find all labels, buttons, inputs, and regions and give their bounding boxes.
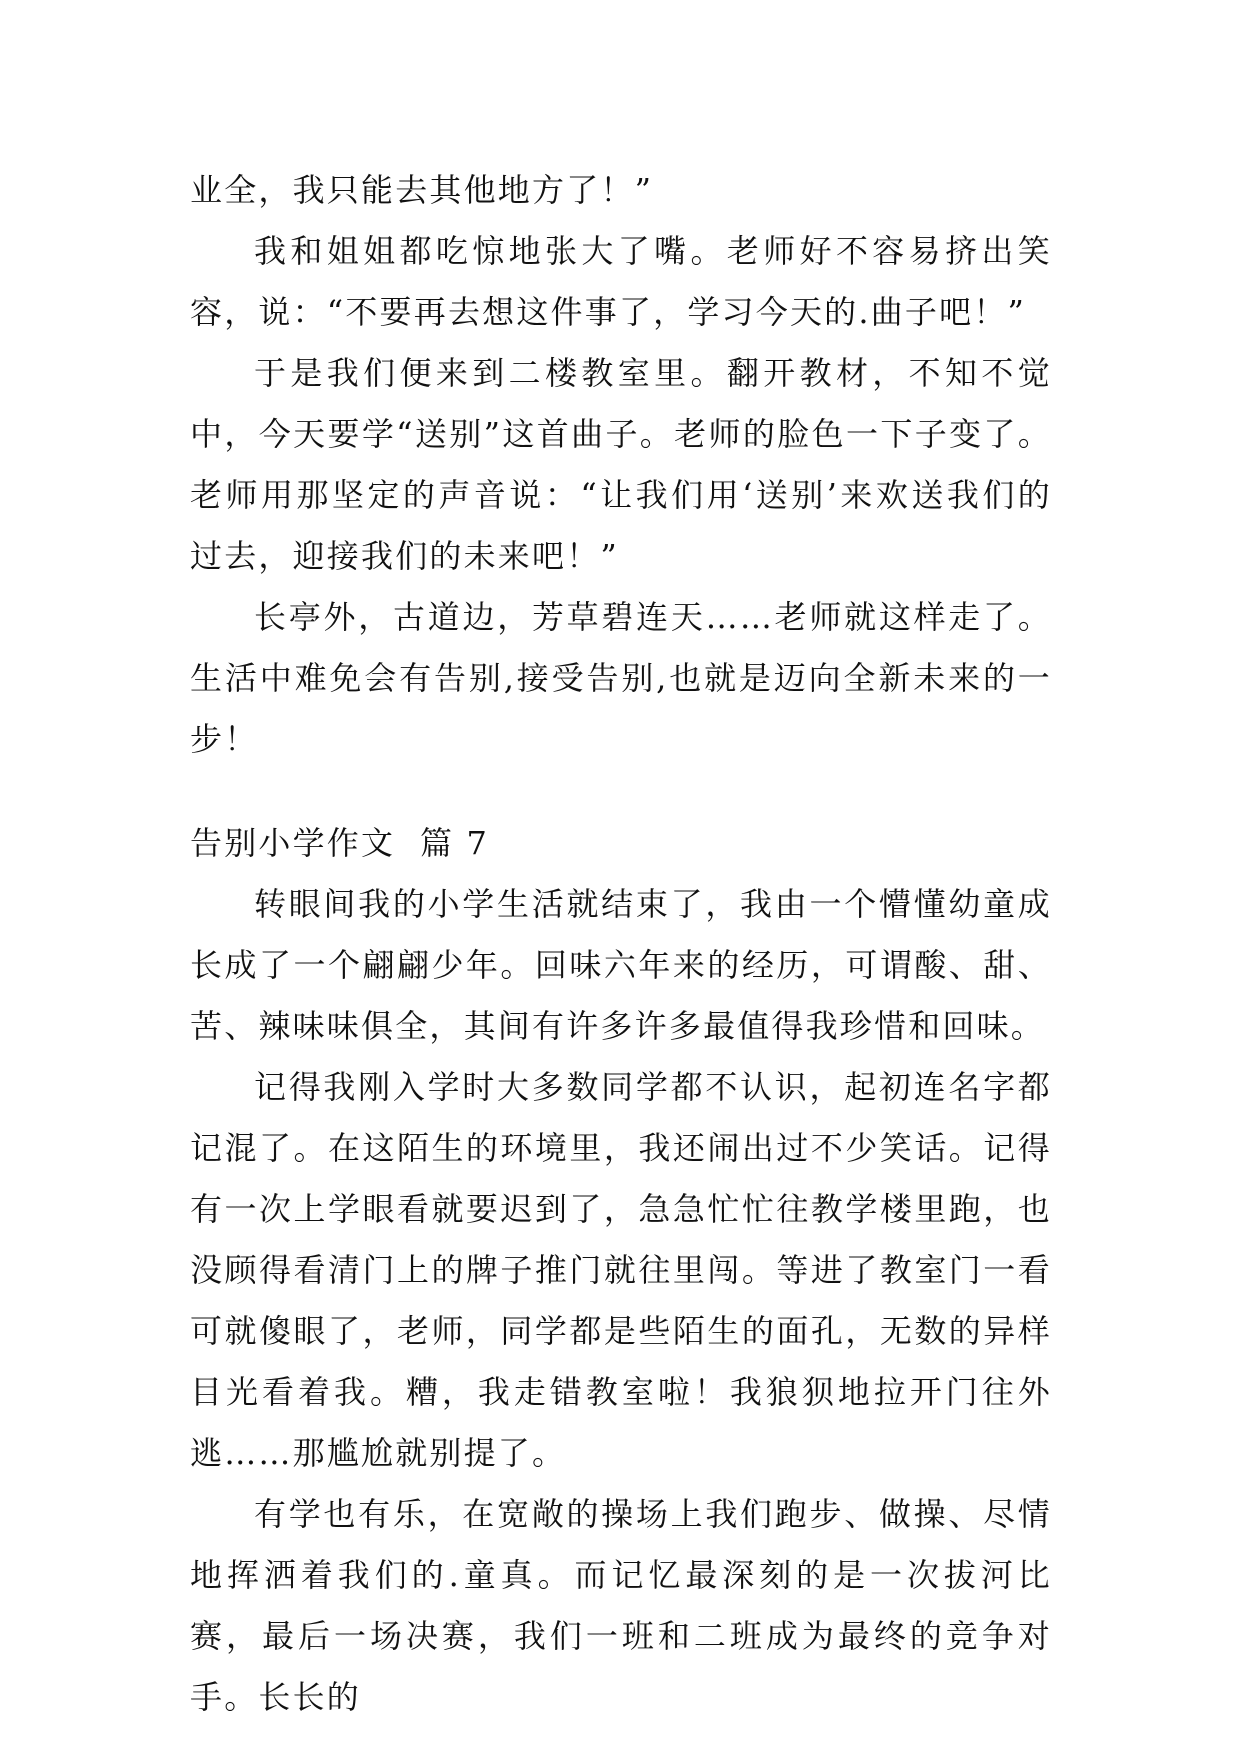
document-body (190, 160, 1052, 1728)
paragraph: 转眼间我的小学生活就结束了，我由一个懵懂幼童成长成了一个翩翩少年。回味六年来的经历，可谓酸、甜、苦、辣味味俱全，其间有许多许多最值得我珍惜和回味。 (190, 885, 1052, 1045)
section-heading: 告别小学作文 篇 7 (190, 824, 490, 862)
paragraph: 长亭外，古道边，芳草碧连天……老师就这样走了。生活中难免会有告别,接受告别,也就是迈向全新未来的一步！ (190, 598, 1052, 758)
paragraph: 于是我们便来到二楼教室里。翻开教材，不知不觉中，今天要学“送别”这首曲子。老师的脸色一下子变了。老师用那坚定的声音说：“让我们用‘送别’来欢送我们的过去，迎接我们的未来吧！” (190, 354, 1052, 575)
paragraph: 有学也有乐，在宽敞的操场上我们跑步、做操、尽情地挥洒着我们的.童真。而记忆最深刻的是一次拔河比赛，最后一场决赛，我们一班和二班成为最终的竞争对手。长长的 (190, 1495, 1052, 1716)
paragraph: 记得我刚入学时大多数同学都不认识，起初连名字都记混了。在这陌生的环境里，我还闹出过不少笑话。记得有一次上学眼看就要迟到了，急急忙忙往教学楼里跑，也没顾得看清门上的牌子推门就往里闯。等进了教室门一看可就傻眼了，老师，同学都是些陌生的面孔，无数的异样目光看着我。糟，我走错教室啦！我狼狈地拉开门往外逃……那尴尬就别提了。 (190, 1068, 1052, 1472)
paragraph: 我和姐姐都吃惊地张大了嘴。老师好不容易挤出笑容，说：“不要再去想这件事了，学习今天的.曲子吧！” (190, 232, 1052, 331)
paragraph-continuation: 业全，我只能去其他地方了！” (190, 171, 654, 209)
